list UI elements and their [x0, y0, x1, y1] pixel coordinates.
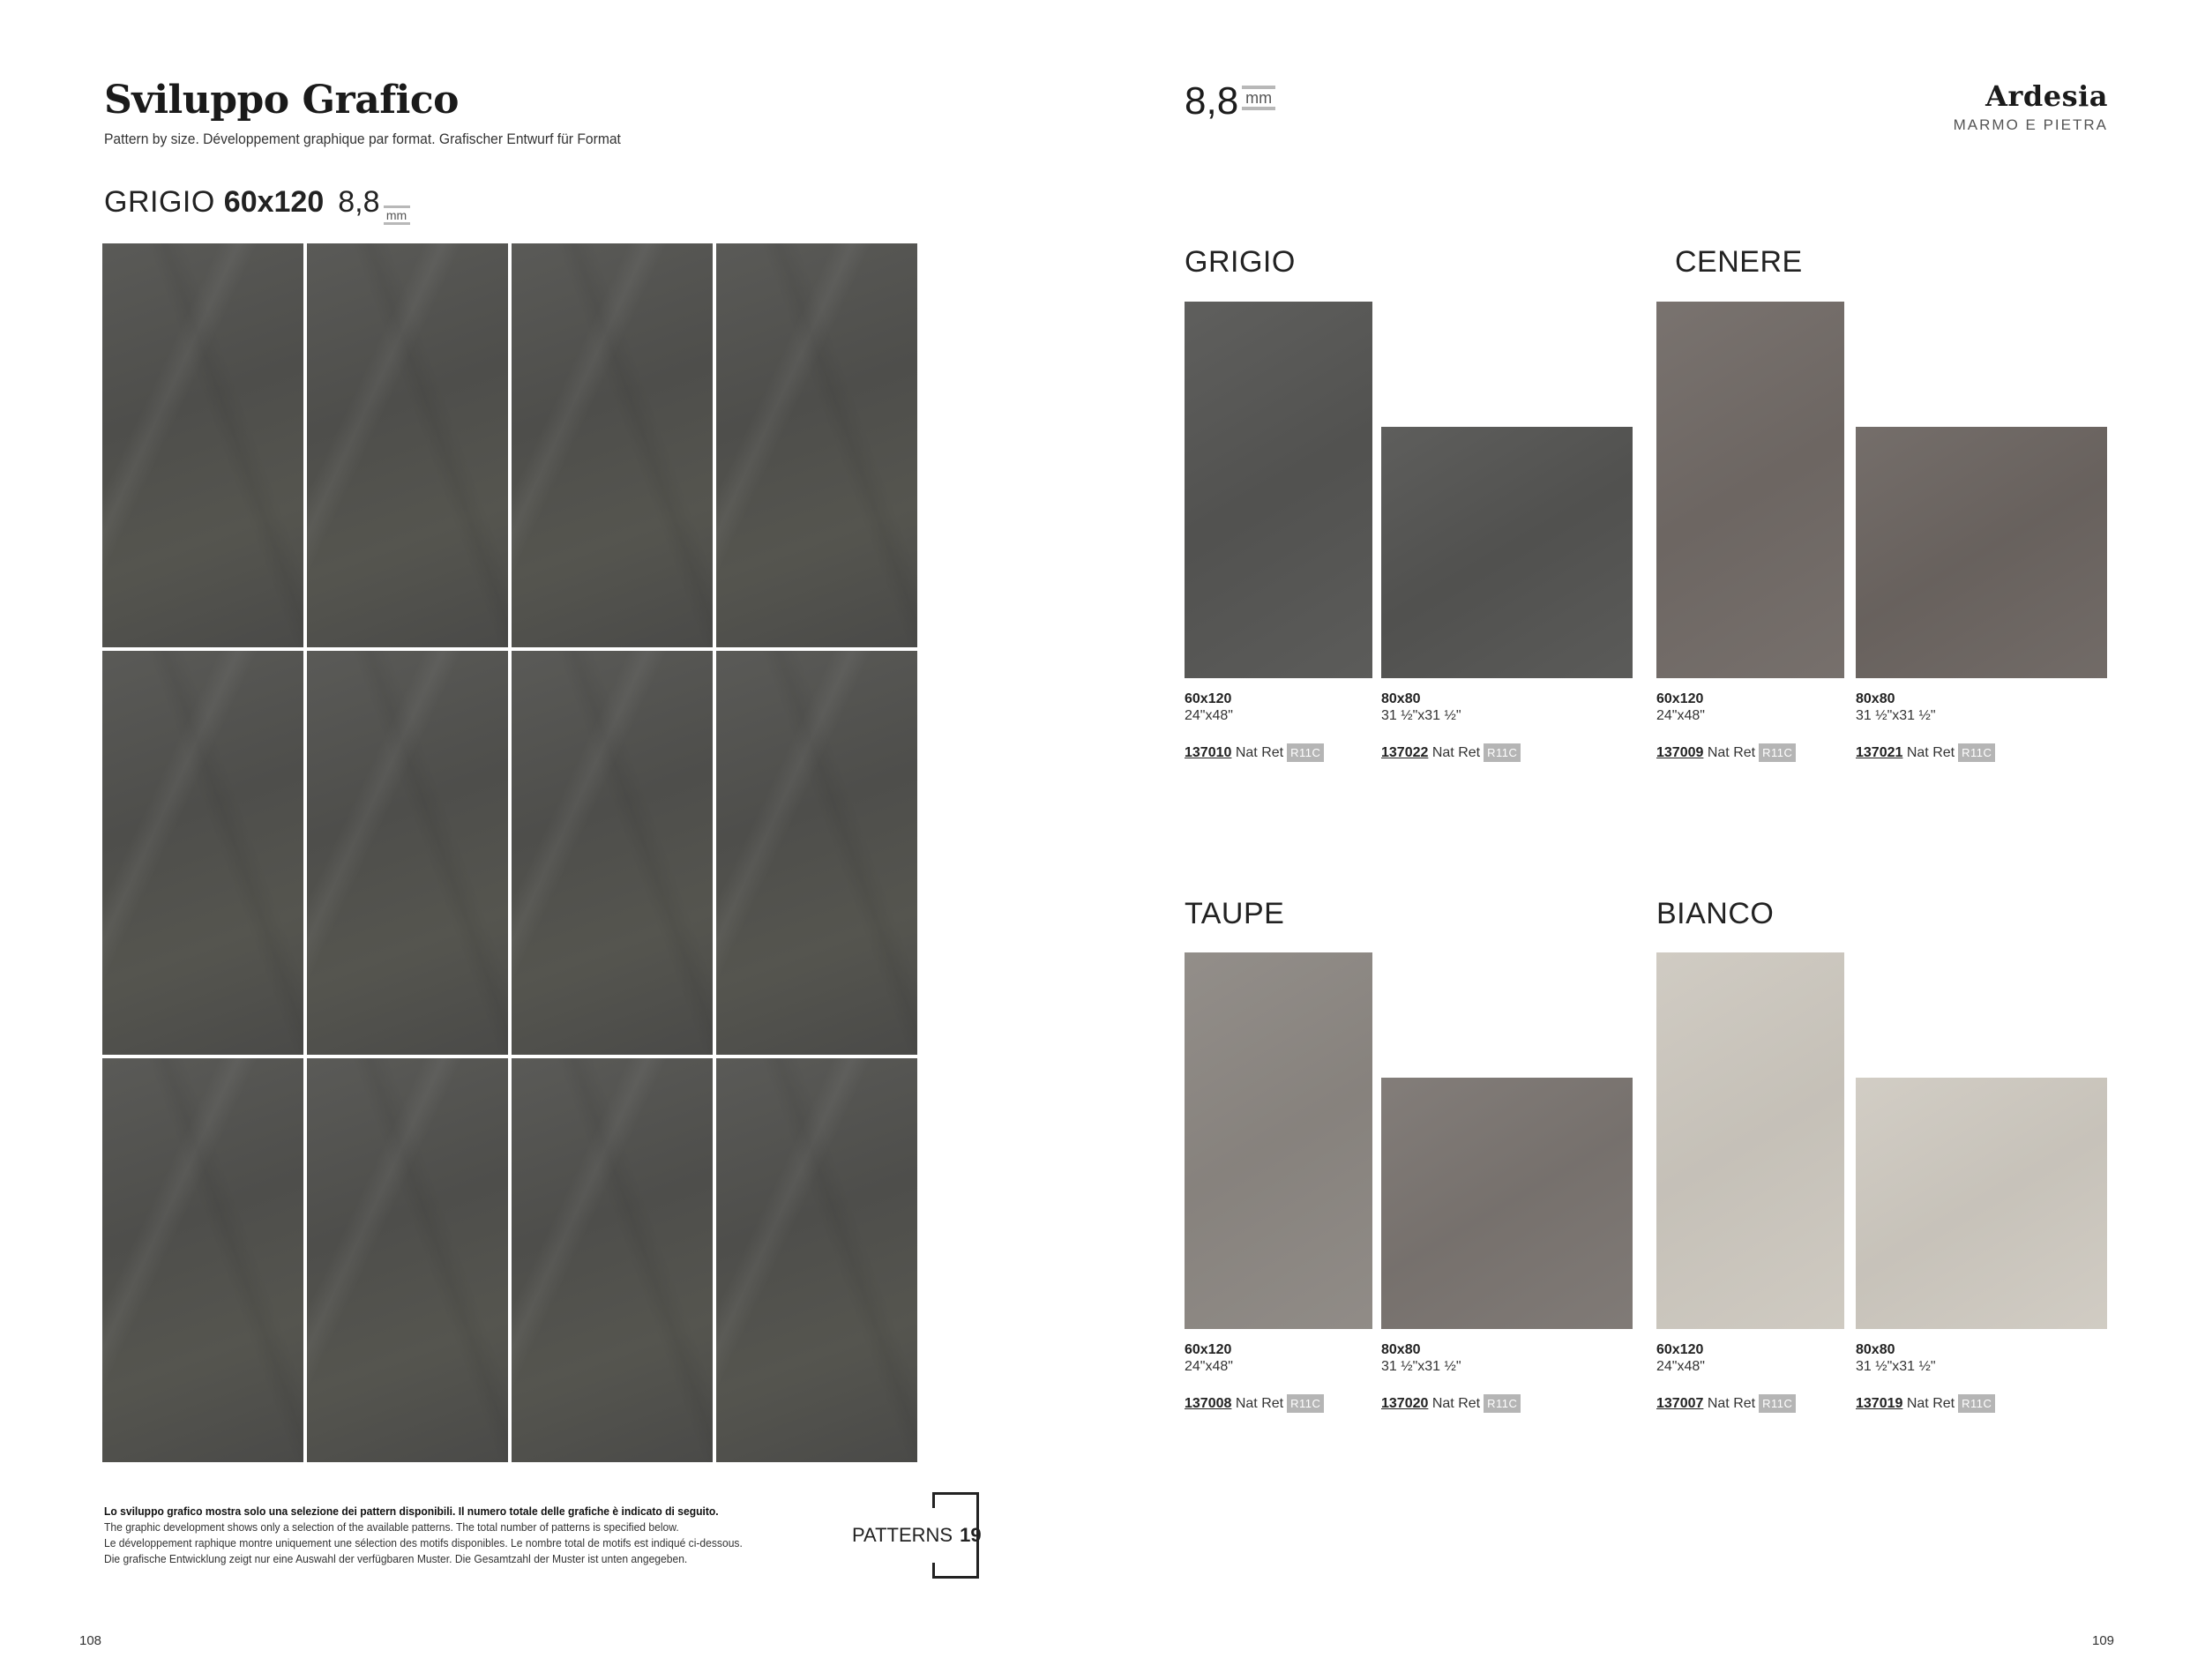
info-taupe-80x80	[1381, 1341, 1521, 1413]
badge-bar	[1242, 107, 1275, 110]
info-grigio-60x120	[1185, 691, 1324, 762]
slip-rating-badge: R11C	[1958, 743, 1995, 762]
slip-rating-badge: R11C	[1287, 743, 1324, 762]
pattern-tile	[307, 651, 508, 1055]
patterns-bracket	[935, 1492, 982, 1579]
tile-size: 60x120	[1185, 691, 1232, 706]
color-title-taupe: TAUPE	[1185, 897, 1285, 930]
product-code: 137008	[1185, 1396, 1232, 1411]
pattern-tile	[716, 651, 917, 1055]
finish: Nat Ret	[1431, 745, 1481, 760]
patterns-number: 19	[960, 1524, 982, 1546]
grid-heading-size: 60x120	[223, 185, 325, 219]
page-subtitle: Pattern by size. Développement graphique par format. Grafischer Entwurf für Format	[104, 131, 621, 147]
swatch-grigio-80x80	[1381, 427, 1633, 678]
finish: Nat Ret	[1235, 745, 1284, 760]
disclaimer-de: Die grafische Entwicklung zeigt nur eine Auswahl der verfügbaren Muster. Die Gesamtzahl der Muster ist unten angegeben.	[104, 1552, 688, 1565]
tile-inch: 24"x48"	[1185, 708, 1233, 723]
product-code: 137019	[1856, 1396, 1903, 1411]
pattern-tile	[102, 243, 303, 647]
thickness-unit: mm	[385, 208, 407, 222]
patterns-label: PATTERNS	[852, 1524, 953, 1546]
color-title-cenere: CENERE	[1675, 245, 1803, 279]
pattern-tile	[307, 1058, 508, 1462]
disclaimer-fr: Le développement raphique montre uniquement une sélection des motifs disponibles. Le nombre total de motifs est indiqué ci-dessous.	[104, 1536, 743, 1549]
swatch-cenere-80x80	[1856, 427, 2107, 678]
product-code: 137021	[1856, 745, 1903, 760]
tile-size: 80x80	[1381, 1342, 1421, 1357]
swatch-taupe-60x120	[1185, 952, 1372, 1329]
product-code: 137007	[1656, 1396, 1704, 1411]
product-code: 137009	[1656, 745, 1704, 760]
finish: Nat Ret	[1707, 1396, 1756, 1411]
swatch-bianco-60x120	[1656, 952, 1844, 1329]
disclaimer	[104, 1504, 785, 1567]
grid-heading	[104, 185, 410, 228]
tile-inch: 24"x48"	[1656, 1359, 1705, 1374]
brand-block	[1852, 79, 2108, 134]
product-code: 137010	[1185, 745, 1232, 760]
tile-size: 80x80	[1856, 691, 1895, 706]
page-number-left: 108	[79, 1633, 102, 1648]
swatch-bianco-80x80	[1856, 1078, 2107, 1329]
swatch-cenere-60x120	[1656, 302, 1844, 678]
tile-inch: 24"x48"	[1656, 708, 1705, 723]
pattern-tile	[102, 1058, 303, 1462]
tile-size: 80x80	[1856, 1342, 1895, 1357]
info-cenere-60x120	[1656, 691, 1796, 762]
slip-rating-badge: R11C	[1759, 743, 1796, 762]
pattern-tile	[102, 651, 303, 1055]
brand-subtitle: MARMO E PIETRA	[1953, 116, 2108, 133]
tile-size: 60x120	[1185, 1342, 1232, 1357]
finish: Nat Ret	[1431, 1396, 1481, 1411]
finish: Nat Ret	[1707, 745, 1756, 760]
info-bianco-80x80	[1856, 1341, 1995, 1413]
brand-name: Ardesia	[1985, 79, 2108, 113]
pattern-tile	[716, 243, 917, 647]
tile-size: 60x120	[1656, 691, 1704, 706]
thickness-unit: mm	[1245, 89, 1273, 107]
slip-rating-badge: R11C	[1484, 1394, 1521, 1413]
info-bianco-60x120	[1656, 1341, 1796, 1413]
pattern-tile	[716, 1058, 917, 1462]
pattern-tile-grid	[102, 243, 917, 1462]
thickness-heading	[1185, 79, 1275, 123]
pattern-tile	[512, 1058, 713, 1462]
slip-rating-badge: R11C	[1484, 743, 1521, 762]
grid-heading-thickness: 8,8	[338, 185, 380, 219]
product-code: 137020	[1381, 1396, 1429, 1411]
thickness-value: 8,8	[1185, 79, 1239, 123]
swatch-taupe-80x80	[1381, 1078, 1633, 1329]
finish: Nat Ret	[1906, 745, 1955, 760]
grid-heading-color: GRIGIO	[104, 185, 215, 219]
tile-size: 60x120	[1656, 1342, 1704, 1357]
slip-rating-badge: R11C	[1759, 1394, 1796, 1413]
slip-rating-badge: R11C	[1958, 1394, 1995, 1413]
info-grigio-80x80	[1381, 691, 1521, 762]
disclaimer-en: The graphic development shows only a selection of the available patterns. The total number of patterns is specified below.	[104, 1520, 679, 1534]
thickness-unit-badge	[1242, 86, 1275, 110]
pattern-tile	[512, 243, 713, 647]
slip-rating-badge: R11C	[1287, 1394, 1324, 1413]
tile-inch: 31 ½"x31 ½"	[1856, 1359, 1936, 1374]
thickness-unit-badge	[384, 205, 410, 225]
tile-inch: 24"x48"	[1185, 1359, 1233, 1374]
tile-size: 80x80	[1381, 691, 1421, 706]
info-cenere-80x80	[1856, 691, 1995, 762]
color-title-grigio: GRIGIO	[1185, 245, 1296, 279]
disclaimer-it: Lo sviluppo grafico mostra solo una selezione dei pattern disponibili. Il numero totale delle grafiche è indicato di seguito.	[104, 1505, 719, 1518]
pattern-tile	[307, 243, 508, 647]
swatch-grigio-60x120	[1185, 302, 1372, 678]
tile-inch: 31 ½"x31 ½"	[1856, 708, 1936, 723]
finish: Nat Ret	[1235, 1396, 1284, 1411]
pattern-tile	[512, 651, 713, 1055]
page-number-right: 109	[2092, 1633, 2115, 1648]
product-code: 137022	[1381, 745, 1429, 760]
badge-bar	[384, 222, 410, 225]
finish: Nat Ret	[1906, 1396, 1955, 1411]
page-title: Sviluppo Grafico	[104, 78, 460, 123]
color-title-bianco: BIANCO	[1656, 897, 1775, 930]
tile-inch: 31 ½"x31 ½"	[1381, 1359, 1461, 1374]
tile-inch: 31 ½"x31 ½"	[1381, 708, 1461, 723]
info-taupe-60x120	[1185, 1341, 1324, 1413]
